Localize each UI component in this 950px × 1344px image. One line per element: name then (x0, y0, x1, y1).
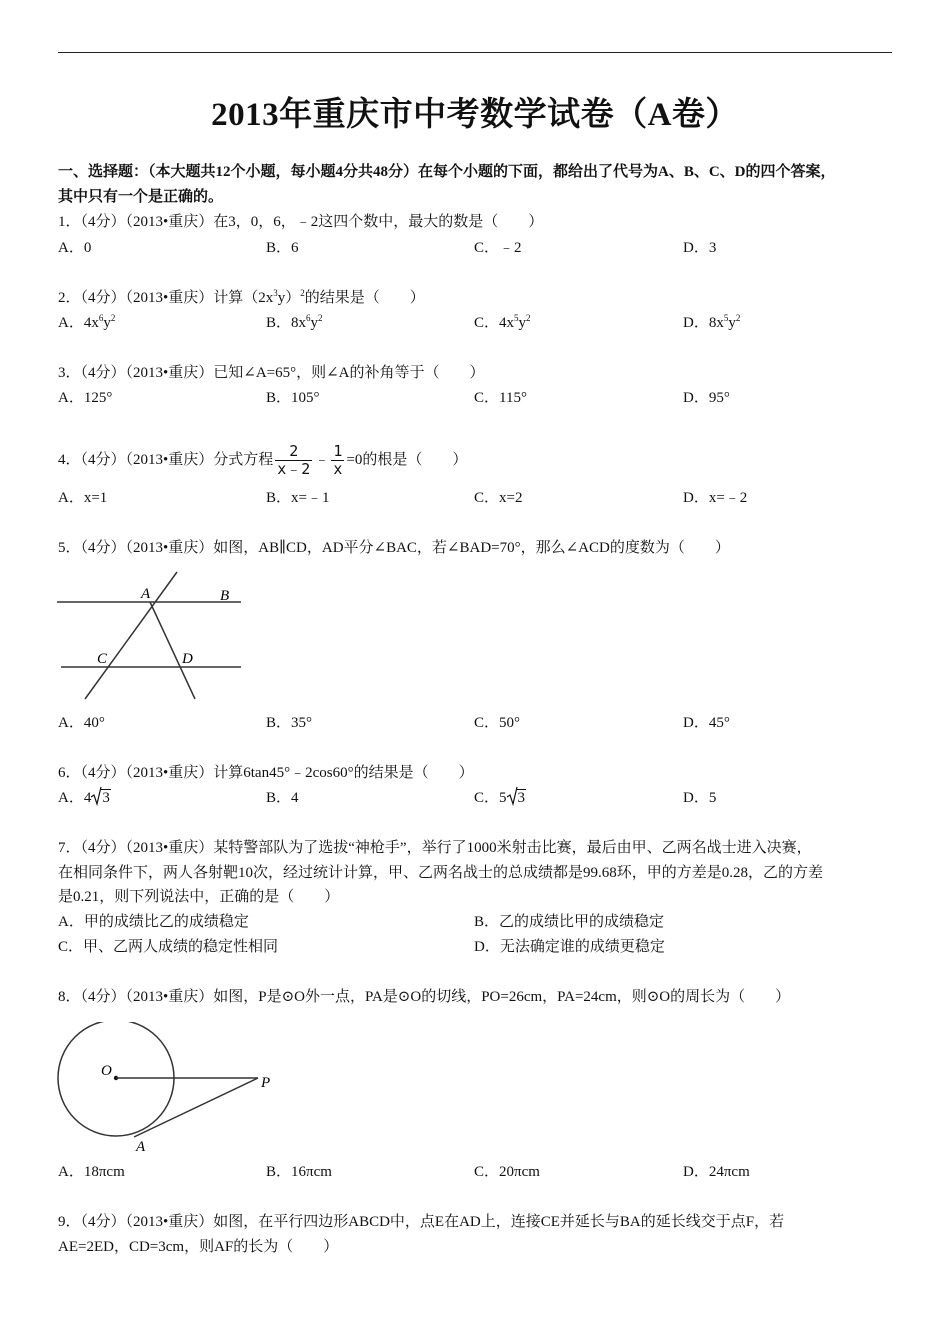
question-8-option-d[interactable]: D．24πcm (683, 1164, 750, 1180)
question-7-option-a[interactable]: A．甲的成绩比乙的成绩稳定 (58, 914, 249, 930)
label-c: C (97, 651, 108, 667)
question-3-option-d[interactable]: D．95° (683, 390, 730, 406)
question-6-option-c[interactable]: C．5 3 (474, 786, 526, 811)
question-9-stem-line1: 9．（4分）（2013•重庆）如图，在平行四边形ABCD中，点E在AD上，连接CE并延长与BA的延长线交于点F，若 (58, 1214, 785, 1230)
question-4-option-b[interactable]: B．x=﹣1 (266, 490, 330, 506)
question-6-option-d[interactable]: D．5 (683, 790, 717, 806)
question-2-option-d[interactable]: D．$8x^5y^2$ (683, 313, 741, 331)
question-8-stem: 8．（4分）（2013•重庆）如图，P是⊙O外一点，PA是⊙O的切线，PO=26cm，PA=24cm，则⊙O的周长为（ ） (58, 989, 791, 1005)
question-8-option-b[interactable]: B．16πcm (266, 1164, 332, 1180)
question-4-option-d[interactable]: D．x=﹣2 (683, 490, 748, 506)
question-2-option-b[interactable]: B．$8x^6y^2$ (266, 313, 323, 331)
question-5-option-a[interactable]: A．40° (58, 715, 105, 731)
question-5-stem: 5．（4分）（2013•重庆）如图，AB∥CD，AD平分∠BAC，若∠BAD=70°，那么∠ACD的度数为（ ） (58, 540, 730, 556)
question-2-option-a[interactable]: A．$4x^6y^2$ (58, 313, 116, 331)
question-4-option-c[interactable]: C．x=2 (474, 490, 523, 506)
line-ac (85, 572, 177, 699)
label-o: O (101, 1063, 112, 1079)
label-a: A (136, 1139, 146, 1155)
question-5-option-c[interactable]: C．50° (474, 715, 521, 731)
section-heading-line1: 一、选择题：（本大题共12个小题，每小题4分共48分）在每个小题的下面，都给出了代号为A、B、C、D的四个答案， (58, 164, 836, 180)
question-1-option-c[interactable]: C．﹣2 (474, 240, 522, 256)
fraction-2-over-x-minus-2: $\frac{2}{x﹣2}$ (277, 442, 311, 479)
question-6-stem: 6．（4分）（2013•重庆）计算6tan45°﹣2cos60°的结果是（ ） (58, 765, 474, 781)
question-7-stem-line2: 在相同条件下，两人各射靶10次，经过统计计算，甲、乙两名战士的总成绩都是99.68环，甲的方差是0.28，乙的方差 (58, 865, 824, 881)
question-3-option-b[interactable]: B．105° (266, 390, 320, 406)
label-p: P (261, 1075, 271, 1091)
sqrt-symbol: 3 (91, 786, 111, 811)
question-1-option-a[interactable]: A．0 (58, 240, 92, 256)
question-7-stem-line1: 7．（4分）（2013•重庆）某特警部队为了选拔“神枪手”，举行了1000米射击比赛，最后由甲、乙两名战士进入决赛， (58, 840, 812, 856)
question-6-option-b[interactable]: B．4 (266, 790, 299, 806)
question-9-stem-line2: AE=2ED，CD=3cm，则AF的长为（ ） (58, 1239, 339, 1255)
question-3-option-c[interactable]: C．115° (474, 390, 527, 406)
question-7-stem-line3: 是0.21，则下列说法中，正确的是（ ） (58, 889, 340, 905)
question-2-stem: 2．（4分）（2013•重庆）计算$(2x^3y)^2$的结果是（ ） (58, 288, 425, 306)
question-3-stem: 3．（4分）（2013•重庆）已知∠A=65°，则∠A的补角等于（ ） (58, 365, 485, 381)
label-d: D (182, 651, 193, 667)
question-5-figure (55, 570, 245, 702)
label-b: B (220, 588, 230, 604)
question-7-option-c[interactable]: C．甲、乙两人成绩的稳定性相同 (58, 939, 279, 955)
question-8-option-a[interactable]: A．18πcm (58, 1164, 125, 1180)
question-7-option-d[interactable]: D．无法确定谁的成绩更稳定 (474, 939, 665, 955)
question-8-option-c[interactable]: C．20πcm (474, 1164, 540, 1180)
label-a: A (141, 586, 151, 602)
question-1-option-b[interactable]: B．6 (266, 240, 299, 256)
sqrt-symbol: 3 (507, 786, 527, 811)
question-2-option-c[interactable]: C．$4x^5y^2$ (474, 313, 531, 331)
question-6-option-a[interactable]: A．4 3 (58, 786, 111, 811)
fraction-1-over-x: $\frac{1}{x}$ (333, 442, 343, 479)
header-rule (58, 52, 892, 53)
page-title: 2013年重庆市中考数学试卷（A卷） (211, 97, 739, 133)
question-3-option-a[interactable]: A．125° (58, 390, 113, 406)
question-4-option-a[interactable]: A．x=1 (58, 490, 108, 506)
segment-pa (134, 1078, 258, 1137)
question-8-figure (54, 1022, 284, 1156)
question-1-stem: 1．（4分）（2013•重庆）在3，0，6，﹣2这四个数中，最大的数是（ ） (58, 214, 544, 230)
question-4-stem: 4．（4分）（2013•重庆）分式方程 $\frac{2}{x﹣2}$ ﹣ $\frac{1}{x}$ =0的根是（ ） (58, 442, 468, 479)
question-5-option-b[interactable]: B．35° (266, 715, 313, 731)
question-5-option-d[interactable]: D．45° (683, 715, 730, 731)
question-7-option-b[interactable]: B．乙的成绩比甲的成绩稳定 (474, 914, 665, 930)
section-heading-line2: 其中只有一个是正确的。 (58, 189, 224, 205)
question-1-option-d[interactable]: D．3 (683, 240, 717, 256)
